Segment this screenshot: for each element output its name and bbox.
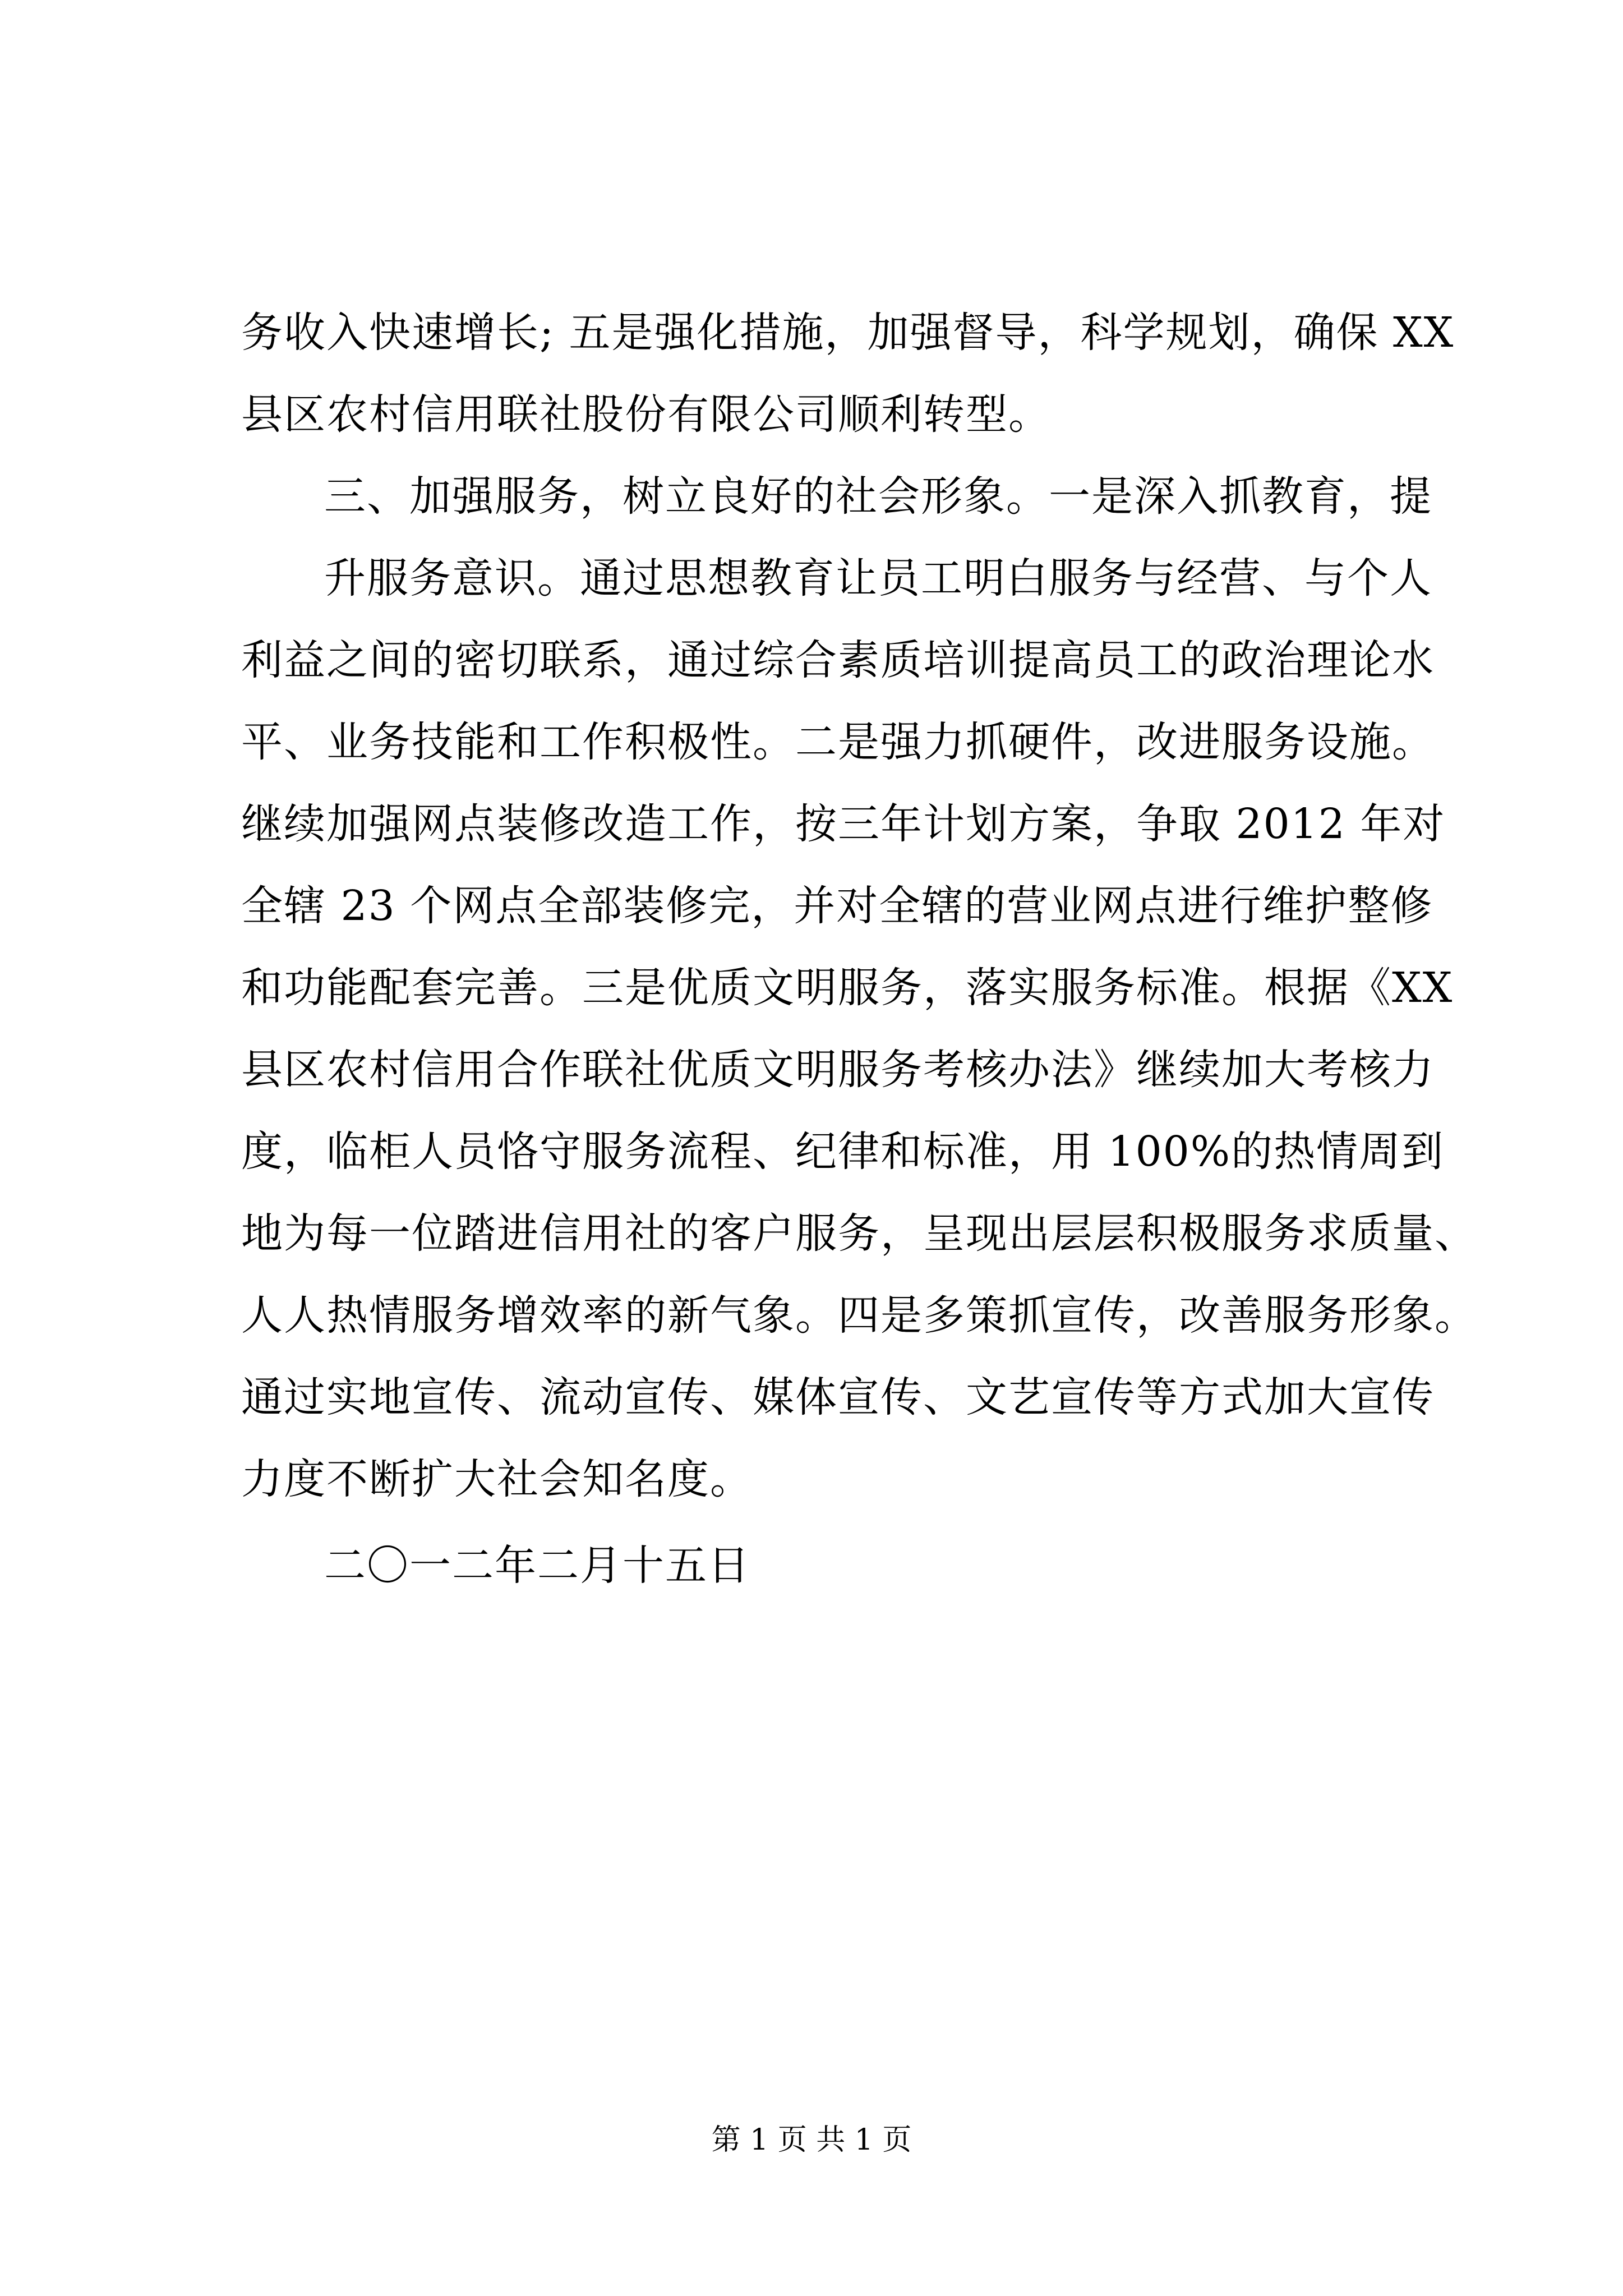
text-line: 县区农村信用联社股份有限公司顺利转型。 bbox=[241, 390, 1051, 439]
text-line: 度，临柜人员恪守服务流程、纪律和标准，用 100%的热情周到 bbox=[241, 1128, 1445, 1176]
text-line: 力度不断扩大社会知名度。 bbox=[241, 1455, 753, 1503]
text-line: 继续加强网点装修改造工作，按三年计划方案，争取 2012 年对 bbox=[241, 800, 1446, 848]
text-line: 通过实地宣传、流动宣传、媒体宣传、文艺宣传等方式加大宣传 bbox=[241, 1373, 1435, 1421]
text-line: 升服务意识。通过思想教育让员工明白服务与经营、与个人 bbox=[324, 554, 1432, 602]
document-date: 二〇一二年二月十五日 bbox=[324, 1542, 750, 1590]
text-line: 平、业务技能和工作积极性。二是强力抓硬件，改进服务设施。 bbox=[241, 718, 1435, 766]
text-line: 地为每一位踏进信用社的客户服务，呈现出层层积极服务求质量、 bbox=[241, 1209, 1477, 1258]
paragraph-gap bbox=[241, 1520, 1419, 1525]
text-line: 和功能配套完善。三是优质文明服务，落实服务标准。根据《XX bbox=[241, 964, 1454, 1012]
page-number: 第 1 页 共 1 页 bbox=[711, 2123, 912, 2157]
document-body bbox=[241, 292, 1477, 1607]
text-line: 全辖 23 个网点全部装修完，并对全辖的营业网点进行维护整修 bbox=[241, 882, 1433, 930]
paragraph-start-line: 三、加强服务，树立良好的社会形象。一是深入抓教育，提 bbox=[324, 472, 1432, 521]
text-line: 利益之间的密切联系，通过综合素质培训提高员工的政治理论水 bbox=[241, 636, 1435, 684]
text-line: 务收入快速增长; 五是强化措施，加强督导，科学规划，确保 XX bbox=[241, 309, 1455, 357]
page-footer bbox=[0, 2120, 1623, 2160]
text-line: 县区农村信用合作联社优质文明服务考核办法》继续加大考核力 bbox=[241, 1046, 1435, 1094]
text-line: 人人热情服务增效率的新气象。四是多策抓宣传，改善服务形象。 bbox=[241, 1291, 1477, 1340]
